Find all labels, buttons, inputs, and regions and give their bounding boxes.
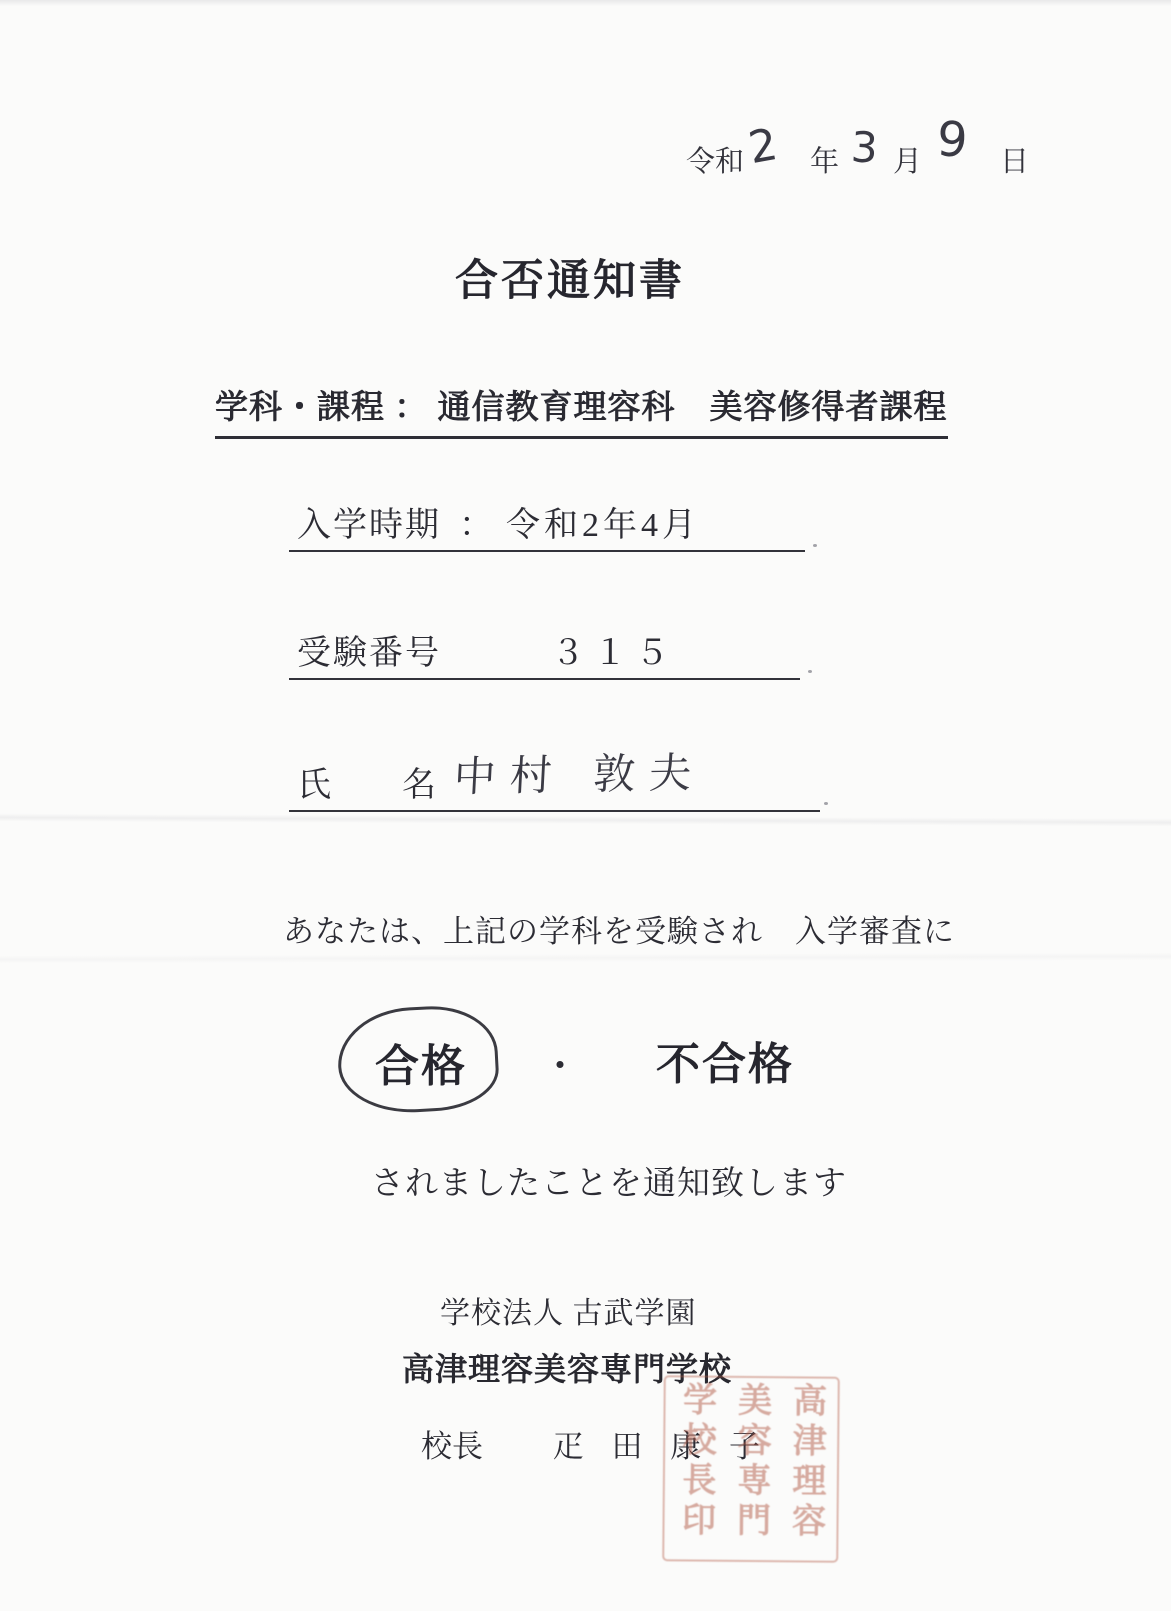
exam-number-field <box>289 628 800 680</box>
exam-number-value: ３１５ <box>551 635 677 672</box>
enrollment-period-field <box>289 500 805 552</box>
date-year-label: 年 <box>810 146 840 178</box>
date-day-handwritten: 9 <box>935 111 970 169</box>
name-field <box>289 726 820 812</box>
document-title: 合否通知書 <box>455 258 685 305</box>
name-label-sei: 氏 <box>297 767 331 804</box>
school-corporation-line: 学校法人 古武学園 <box>440 1297 697 1330</box>
principal-name: 疋 田 康 子 <box>552 1429 770 1464</box>
principal-title: 校長 <box>421 1429 483 1464</box>
exam-number-label: 受験番号 <box>297 635 441 672</box>
date-month-label: 月 <box>893 146 923 178</box>
scan-edge-shadow <box>0 0 1171 6</box>
school-name-line: 高津理容美容専門学校 <box>402 1351 733 1387</box>
paper-crease <box>0 952 1171 963</box>
date-month-handwritten: 3 <box>849 122 879 173</box>
date-day-label: 日 <box>1000 146 1030 178</box>
date-year-handwritten: 2 <box>744 118 782 175</box>
name-handwritten-value: 中村 敦夫 <box>452 747 707 802</box>
result-fail-text: 不合格 <box>656 1040 794 1089</box>
paper-crease <box>0 813 1171 826</box>
enrollment-period-label: 入学時期 <box>297 507 441 544</box>
result-pass-text: 合格 <box>375 1042 467 1091</box>
statement-line: あなたは、上記の学科を受験され 入学審査に <box>283 914 955 949</box>
scan-speck <box>813 544 817 547</box>
name-label-mei: 名 <box>402 767 436 804</box>
result-separator-dot: ・ <box>541 1046 580 1088</box>
result-row <box>0 1003 1171 1123</box>
notice-line: されましたことを通知致します <box>371 1166 847 1202</box>
enrollment-period-colon: ： <box>459 507 493 544</box>
scan-speck <box>824 802 828 805</box>
school-seal-stamp <box>662 1375 840 1563</box>
scan-speck <box>808 670 812 673</box>
department-course-line: 学科・課程 ： 通信教育理容科 美容修得者課程 <box>215 381 948 439</box>
seal-characters: 高津理容美容専門学校長印 <box>676 1381 825 1543</box>
enrollment-period-value: 令和2年4月 <box>506 507 700 544</box>
date-era-label: 令和 <box>686 146 745 178</box>
